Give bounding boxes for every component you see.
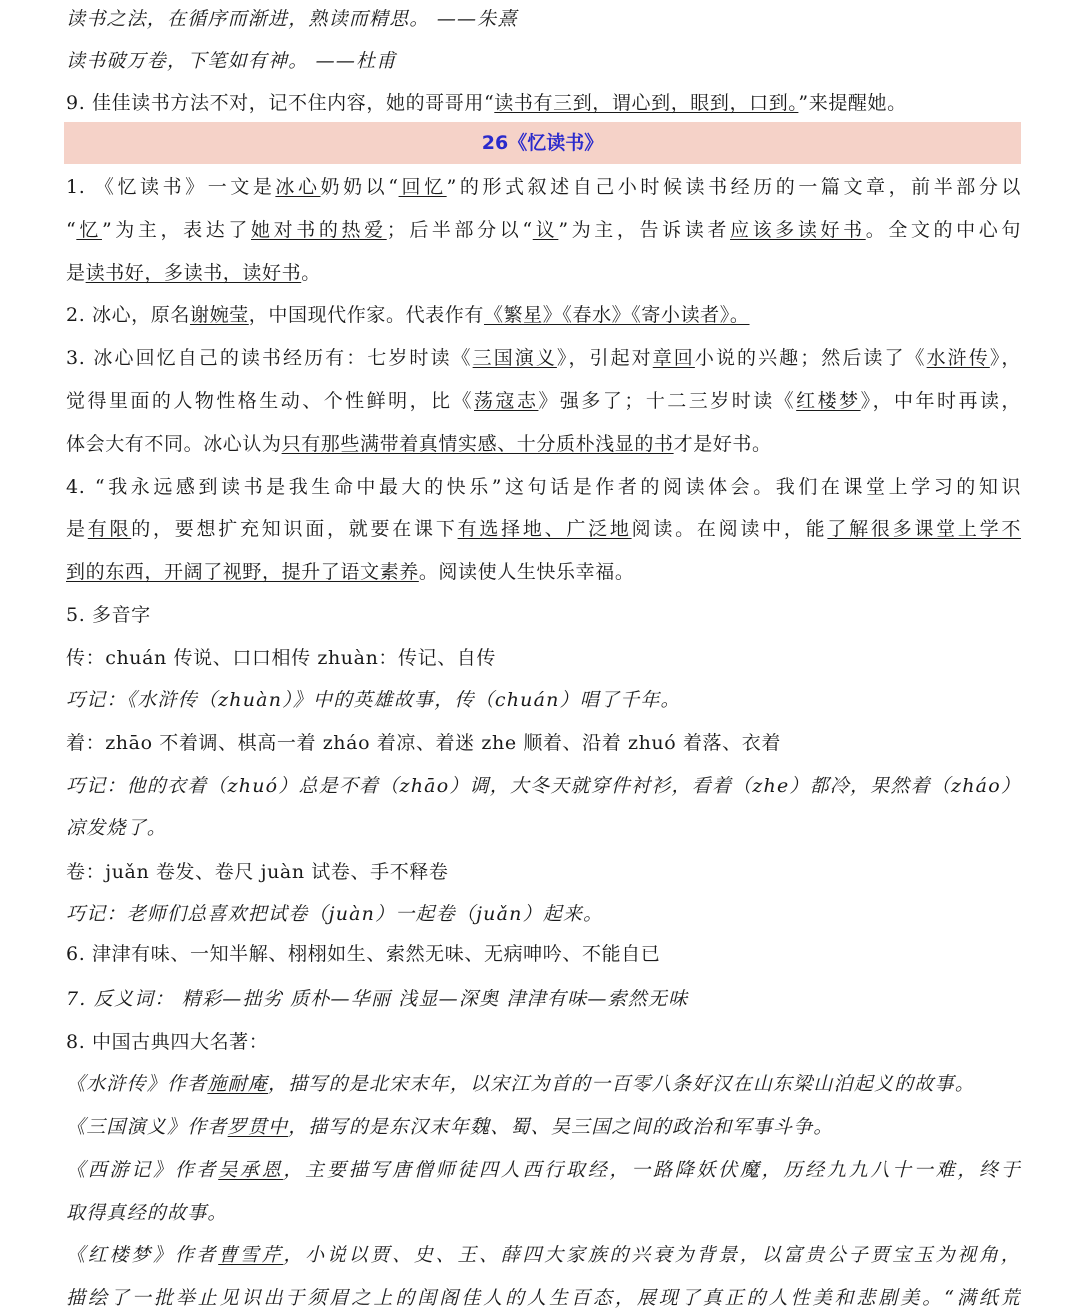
text-line (66, 46, 1021, 76)
text-segment: 读书破万卷，下笔如有神。 ——杜甫 (66, 50, 397, 72)
text-line (66, 685, 1021, 715)
underlined-answer: 章回 (652, 347, 695, 369)
text-segment: 描绘了一批举止见识出于须眉之上的闺阁佳人的人生百态，展现了真正的人性美和悲剧美。“满纸荒 (66, 1287, 1021, 1309)
text-segment: 》，中年时再读， (860, 390, 1021, 412)
underlined-answer: 应该多读好书 (730, 219, 866, 241)
text-line (66, 600, 1021, 630)
text-line (66, 300, 1021, 330)
underlined-answer: 红楼梦 (796, 390, 861, 412)
text-line (66, 1240, 1021, 1270)
text-line (66, 984, 1021, 1014)
text-line (66, 472, 1021, 502)
text-segment: 2. 冰心，原名 (66, 304, 190, 326)
text-segment: 《水浒传》作者 (66, 1073, 208, 1095)
text-line (66, 1027, 1021, 1057)
text-line (66, 728, 1021, 758)
text-line (66, 215, 1021, 245)
text-segment: 5. 多音字 (66, 604, 151, 626)
text-segment: 》强多了；十二三岁时读《 (538, 390, 797, 412)
underlined-answer: 水浒传 (926, 347, 990, 369)
text-segment: 凉发烧了。 (66, 817, 168, 839)
text-segment: 奶奶以“ (320, 176, 399, 198)
text-segment: 取得真经的故事。 (66, 1202, 228, 1224)
text-segment: 8. 中国古典四大名著： (66, 1031, 269, 1053)
text-line (66, 258, 1021, 288)
text-segment: 是 (66, 518, 88, 540)
text-segment: ；后半部分以“ (386, 219, 533, 241)
text-segment: ，描写的是北宋末年，以宋江为首的一百零八条好汉在山东梁山泊起义的故事。 (268, 1073, 976, 1095)
text-segment: 。全文的中心句 (865, 219, 1021, 241)
underlined-answer: 议 (532, 219, 559, 241)
text-segment: 巧记：他的衣着（zhuó）总是不着（zhāo）调，大冬天就穿件衬衫，看着（zhe）都冷，果然着（zháo） (66, 775, 1021, 797)
underlined-answer: 施耐庵 (207, 1073, 269, 1095)
text-line (66, 514, 1021, 544)
text-segment: “ (66, 219, 77, 241)
underlined-answer: 了解很多课堂上学不 (827, 518, 1021, 540)
text-segment: ，主要描写唐僧师徒四人西行取经，一路降妖伏魔，历经九九八十一难，终于 (283, 1159, 1021, 1181)
underlined-answer: 有限 (87, 518, 132, 540)
text-segment: 。 (301, 262, 321, 284)
text-line (66, 813, 1021, 843)
text-segment: 7. 反义词： 精彩—拙劣 质朴—华丽 浅显—深奥 津津有味—索然无味 (66, 988, 689, 1010)
underlined-answer: 三国演义 (472, 347, 557, 369)
underlined-answer: 谢婉莹 (189, 304, 249, 326)
text-segment: 才是好书。 (673, 433, 772, 455)
text-line (66, 4, 1021, 34)
text-segment: 6. 津津有味、一知半解、栩栩如生、索然无味、无病呻吟、不能自已 (66, 943, 661, 965)
underlined-answer: 曹雪芹 (218, 1244, 284, 1266)
text-line (66, 939, 1021, 969)
text-line (66, 386, 1021, 416)
text-line (66, 429, 1021, 459)
text-segment: 《三国演义》作者 (66, 1116, 228, 1138)
text-segment: 着：zhāo 不着调、棋高一着 zháo 着凉、着迷 zhe 顺着、沿着 zhuó 着落、衣着 (66, 732, 781, 754)
text-segment: ，小说以贾、史、王、薛四大家族的兴衰为背景，以富贵公子贾宝玉为视角， (283, 1244, 1021, 1266)
text-segment: 巧记：《水浒传（zhuàn）》中的英雄故事，传（chuán）唱了千年。 (66, 689, 681, 711)
underlined-answer: 《繁星》《春水》《寄小读者》。 (483, 304, 750, 326)
text-line (66, 771, 1021, 801)
text-segment: 读书之法，在循序而渐进，熟读而精思。 ——朱熹 (66, 8, 518, 30)
underlined-answer: 读书有三到，谓心到，眼到，口到。 (494, 92, 799, 114)
text-segment: 3. 冰心回忆自己的读书经历有：七岁时读《 (66, 347, 473, 369)
underlined-answer: 读书好，多读书，读好书 (85, 262, 302, 284)
text-segment: 卷：juǎn 卷发、卷尺 juàn 试卷、手不释卷 (66, 861, 449, 883)
underlined-answer: 有选择地、广泛地 (457, 518, 632, 540)
text-line (66, 1283, 1021, 1313)
text-line (66, 1069, 1021, 1099)
text-segment: 觉得里面的人物性格生动、个性鲜明，比《 (66, 390, 475, 412)
text-segment: 阅读。在阅读中，能 (631, 518, 828, 540)
text-segment: 传：chuán 传说、口口相传 zhuàn：传记、自传 (66, 647, 497, 669)
section-title: 26《忆读书》 (481, 132, 604, 154)
text-segment: ”的形式叙述自己小时候读书经历的一篇文章，前半部分以 (446, 176, 1021, 198)
underlined-answer: 冰心 (275, 176, 321, 198)
text-line (66, 1198, 1021, 1228)
section-title-bar (64, 122, 1021, 164)
text-segment: 9. 佳佳读书方法不对，记不住内容，她的哥哥用“ (66, 92, 495, 114)
underlined-answer: 吴承恩 (218, 1159, 284, 1181)
text-line (66, 643, 1021, 673)
underlined-answer: 罗贯中 (227, 1116, 289, 1138)
text-segment: 》，引起对 (556, 347, 653, 369)
text-line (66, 899, 1021, 929)
text-segment: 4. “我永远感到读书是我生命中最大的快乐”这句话是作者的阅读体会。我们在课堂上学习的知识 (66, 476, 1021, 498)
text-segment: 》， (989, 347, 1021, 369)
underlined-answer: 忆 (76, 219, 102, 241)
underlined-answer: 她对书的热爱 (251, 219, 387, 241)
text-segment: ，中国现代作家。代表作有 (248, 304, 484, 326)
text-line (66, 1112, 1021, 1142)
text-segment: 巧记：老师们总喜欢把试卷（juàn）一起卷（juǎn）起来。 (66, 903, 604, 925)
underlined-answer: 只有那些满带着真情实感、十分质朴浅显的书 (281, 433, 674, 455)
text-segment: 的，要想扩充知识面，就要在课下 (131, 518, 458, 540)
text-line (66, 172, 1021, 202)
text-segment: 是 (66, 262, 86, 284)
text-segment: 《红楼梦》作者 (66, 1244, 219, 1266)
text-line (66, 857, 1021, 887)
text-line (66, 1155, 1021, 1185)
text-segment: ，描写的是东汉末年魏、蜀、吴三国之间的政治和军事斗争。 (288, 1116, 834, 1138)
text-segment: 小说的兴趣；然后读了《 (694, 347, 927, 369)
text-segment: 《西游记》作者 (66, 1159, 219, 1181)
text-segment: ”来提醒她。 (798, 92, 907, 114)
underlined-answer: 荡寇志 (474, 390, 539, 412)
text-segment: ”为主，告诉读者 (558, 219, 730, 241)
text-segment: 体会大有不同。冰心认为 (66, 433, 282, 455)
text-segment: 。阅读使人生快乐幸福。 (418, 561, 635, 583)
text-line (66, 557, 1021, 587)
underlined-answer: 到的东西，开阔了视野，提升了语文素养 (66, 561, 419, 583)
text-segment: ”为主，表达了 (101, 219, 251, 241)
text-segment: 1. 《忆读书》一文是 (66, 176, 276, 198)
underlined-answer: 回忆 (398, 176, 447, 198)
text-line (66, 88, 1021, 118)
text-line (66, 343, 1021, 373)
